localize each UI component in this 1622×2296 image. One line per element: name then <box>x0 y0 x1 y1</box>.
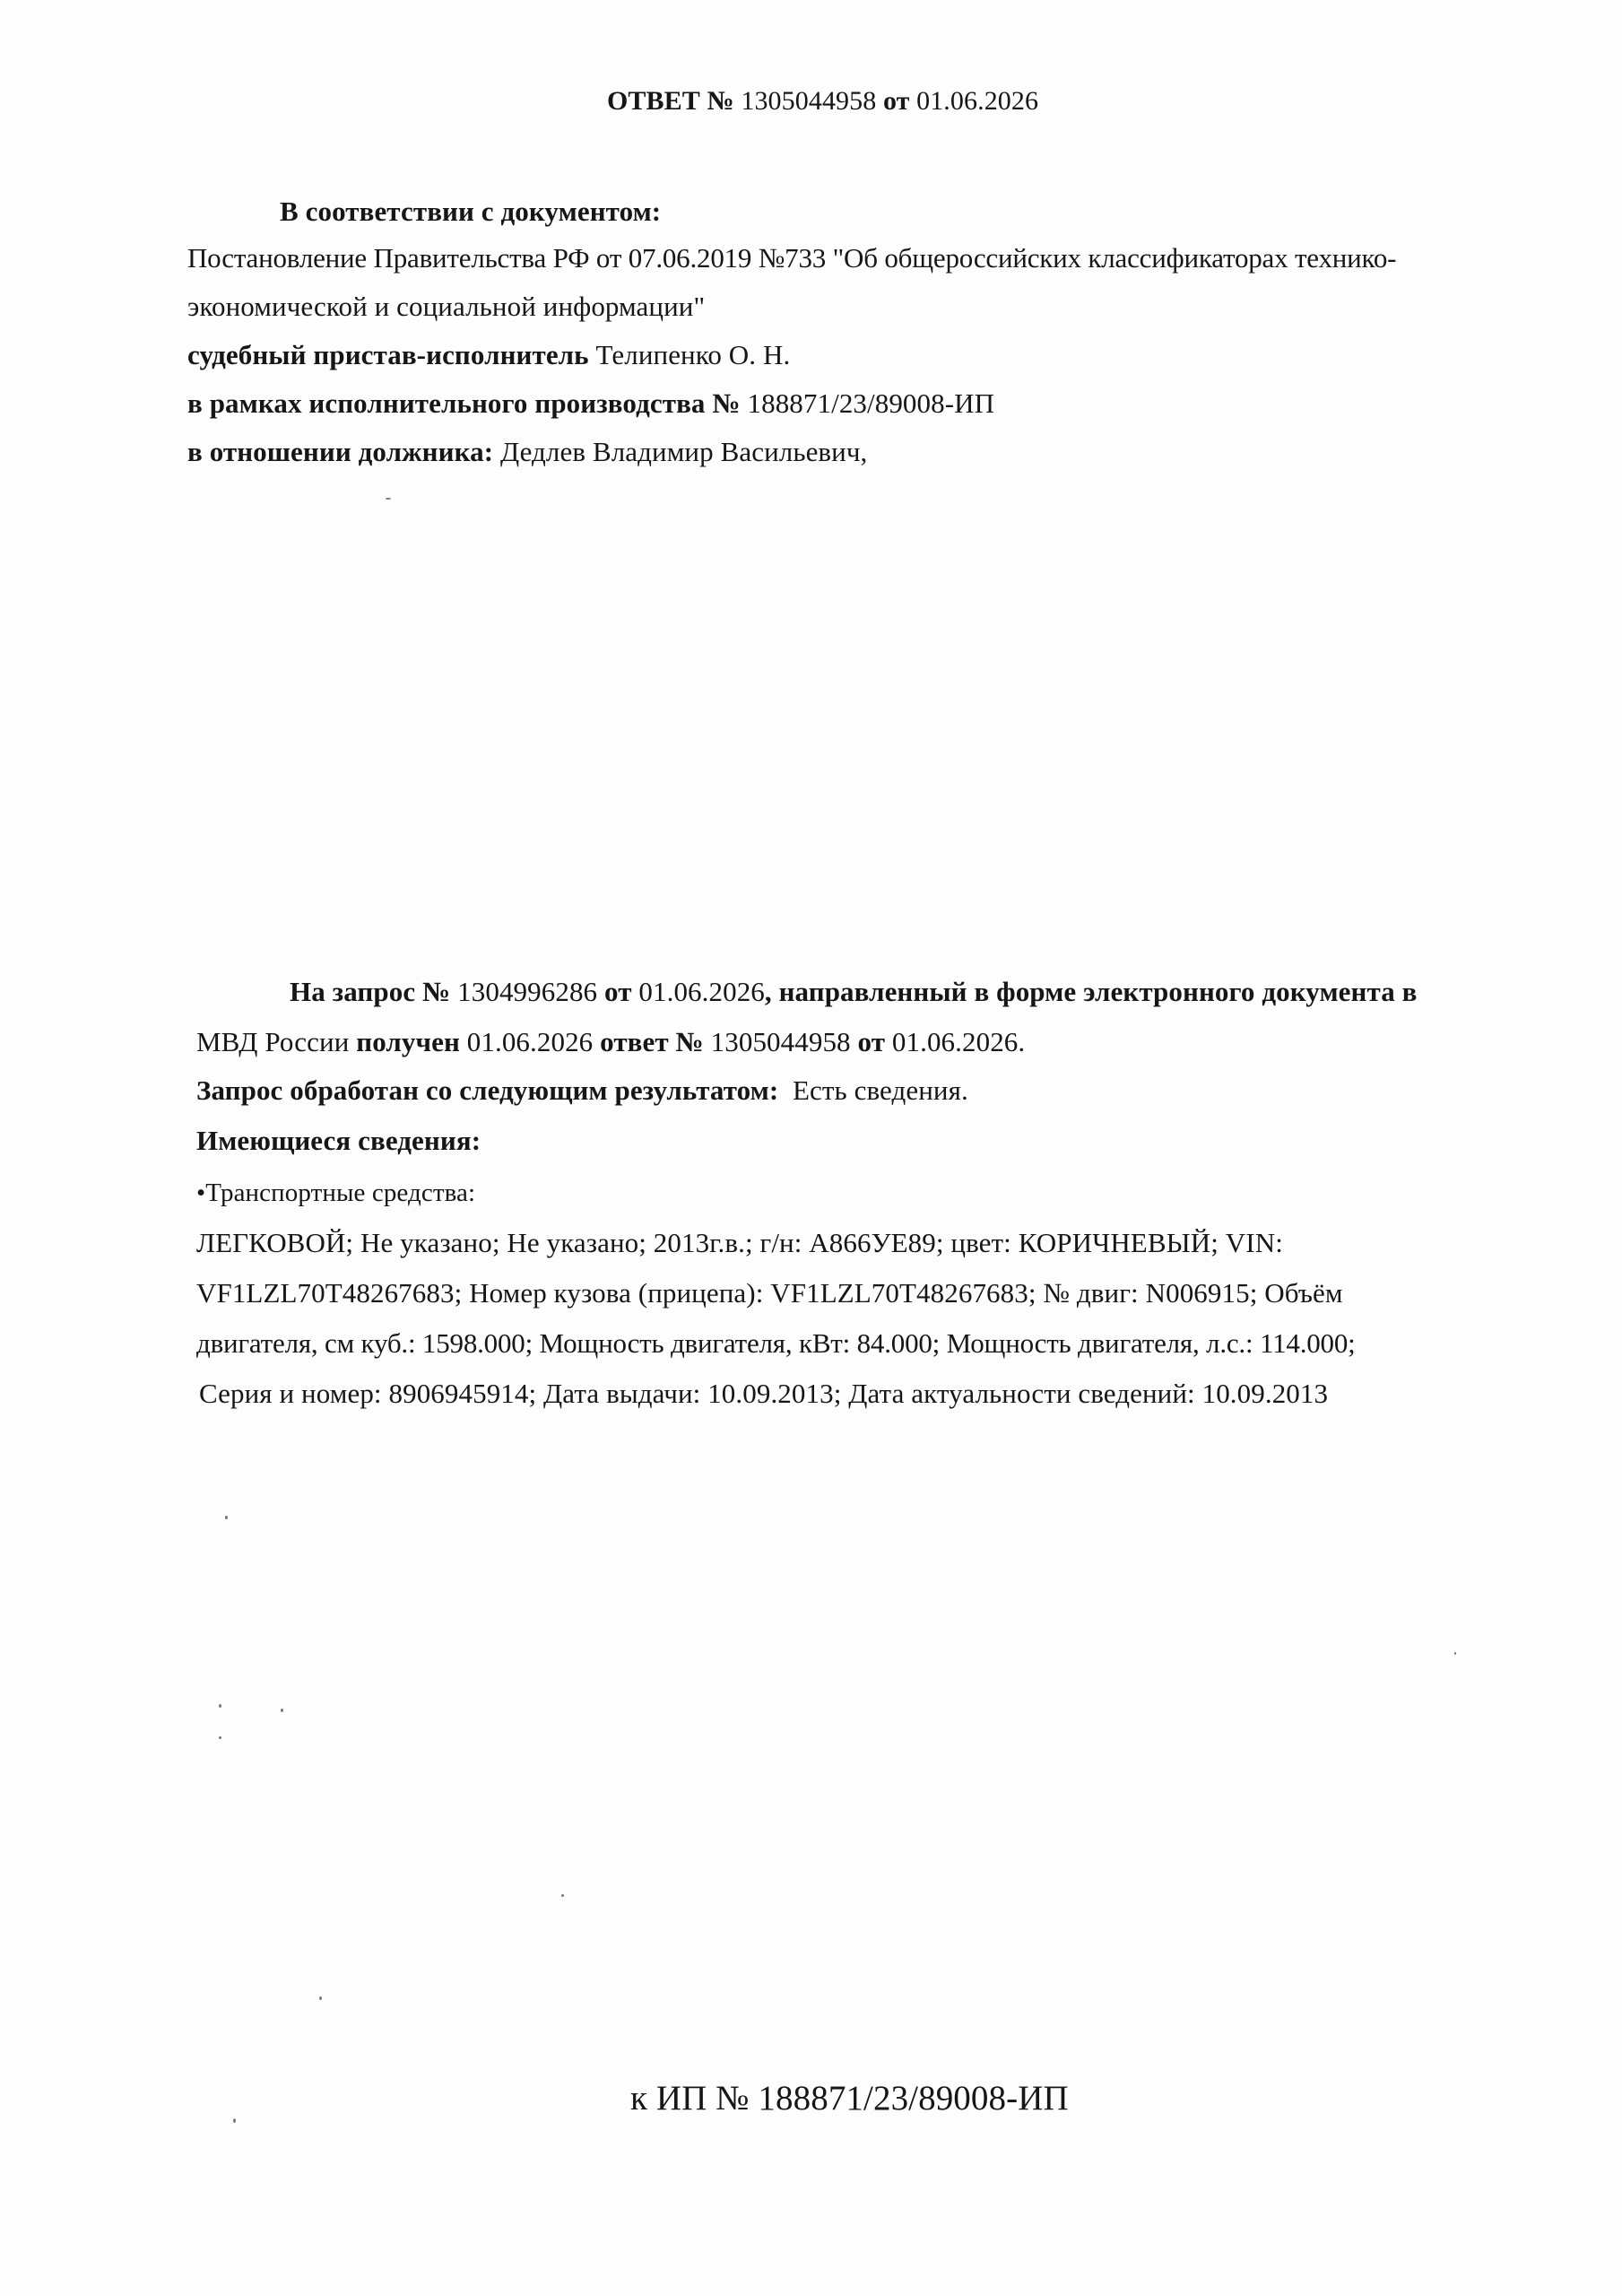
response-date-prefix: от <box>857 1026 886 1057</box>
result-value: Есть сведения. <box>793 1074 968 1106</box>
request-form-text: , направленный в форме электронного документа в <box>764 976 1418 1007</box>
received-date: 01.06.2026 <box>466 1026 594 1057</box>
bailiff-label: судебный пристав-исполнитель <box>187 339 589 370</box>
request-line-1 <box>290 974 1418 1010</box>
title-prefix: ОТВЕТ № <box>607 86 734 116</box>
scan-speck <box>225 1516 228 1519</box>
proceeding-value: 188871/23/89008-ИП <box>747 387 995 419</box>
scan-speck <box>219 1704 221 1708</box>
basis-heading: В соответствии с документом: <box>280 196 662 227</box>
response-label: ответ № <box>600 1026 704 1057</box>
request-date: 01.06.2026 <box>638 976 765 1007</box>
request-line-2 <box>196 1024 1025 1060</box>
basis-document-line-2: экономической и социальной информации" <box>187 291 706 322</box>
vehicle-detail-line-2: VF1LZL70T48267683; Номер кузова (прицепа): VF1LZL70T48267683; № двиг: N006915; Объём <box>196 1277 1343 1309</box>
footer-proceeding-ref: к ИП № 188871/23/89008-ИП <box>630 2079 1069 2118</box>
document-title <box>607 83 1038 119</box>
title-number: 1305044958 <box>741 86 877 116</box>
scan-speck <box>319 1996 322 2000</box>
vehicle-detail-line-1: ЛЕГКОВОЙ; Не указано; Не указано; 2013г.в.; г/н: А866УЕ89; цвет: КОРИЧНЕВЫЙ; VIN: <box>196 1227 1283 1258</box>
request-label: На запрос № <box>290 976 451 1007</box>
response-date: 01.06.2026. <box>891 1026 1026 1057</box>
response-number: 1305044958 <box>710 1026 851 1057</box>
received-label: получен <box>356 1026 460 1057</box>
debtor-line <box>187 434 867 470</box>
scan-speck <box>219 1736 221 1739</box>
vehicle-detail-line-4: Серия и номер: 8906945914; Дата выдачи: 10.09.2013; Дата актуальности сведений: 10.09.2013 <box>199 1378 1329 1409</box>
scan-speck <box>561 1894 564 1897</box>
scan-speck <box>386 498 391 500</box>
debtor-label: в отношении должника: <box>187 436 494 467</box>
proceeding-line <box>187 386 994 422</box>
title-date: 01.06.2026 <box>916 86 1039 116</box>
info-category: •Транспортные средства: <box>196 1178 476 1207</box>
bailiff-value: Телипенко О. Н. <box>595 339 791 370</box>
title-date-prefix: от <box>882 86 910 116</box>
proceeding-label: в рамках исполнительного производства № <box>187 387 741 419</box>
basis-document-line-1: Постановление Правительства РФ от 07.06.2019 №733 "Об общероссийских классификаторах технико- <box>187 242 1397 274</box>
info-heading: Имеющиеся сведения: <box>196 1125 481 1156</box>
debtor-value: Дедлев Владимир Васильевич, <box>499 436 868 467</box>
bailiff-line <box>187 337 790 373</box>
recipient-agency: МВД России <box>196 1026 350 1057</box>
result-line <box>196 1073 968 1109</box>
request-date-prefix: от <box>604 976 632 1007</box>
request-number: 1304996286 <box>457 976 598 1007</box>
vehicle-detail-line-3: двигателя, см куб.: 1598.000; Мощность двигателя, кВт: 84.000; Мощность двигателя, л.с.: 114.000; <box>196 1327 1356 1359</box>
scan-speck <box>281 1709 283 1712</box>
result-label: Запрос обработан со следующим результатом: <box>196 1074 779 1106</box>
scan-speck <box>1454 1652 1456 1655</box>
scan-speck <box>233 2118 236 2123</box>
